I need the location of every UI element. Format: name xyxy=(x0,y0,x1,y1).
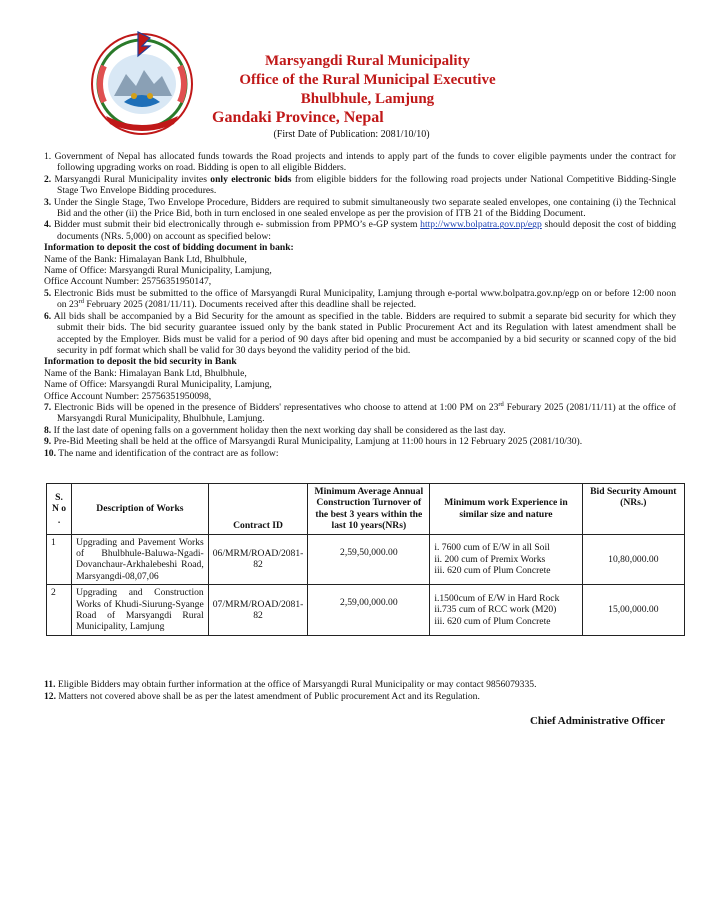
row-sno: 2 xyxy=(47,585,72,636)
notice-footer xyxy=(44,679,676,703)
row-bid-security: 10,80,000.00 xyxy=(582,534,684,585)
item-10: 10. The name and identification of the contract are as follow: xyxy=(44,447,279,459)
header-bid-security: Bid Security Amount (NRs.) xyxy=(582,484,684,535)
item-9: 9. Pre-Bid Meeting shall be held at the office of Marsyangdi Rural Municipality, Lamjung at 11:00 hours in 12 February 2025 (2081/10/30). xyxy=(44,436,583,448)
row-turnover: 2,59,00,000.00 xyxy=(308,585,430,636)
notice-body xyxy=(44,151,676,459)
account-number: Office Account Number: 25756351950147, xyxy=(44,276,212,288)
row-contract-id: 06/MRM/ROAD/2081-82 xyxy=(208,534,308,585)
item-3: 3. Under the Single Stage, Two Envelope Procedure, Bidders are required to submit simultaneously two separate sealed envelopes, one containing (i) the Technical Bid and the other (ii) the Price Bid, both in turn enclosed in one sealed envelope as per the provision of ITB 21 of the Bidding Document. xyxy=(44,196,676,220)
header-experience: Minimum work Experience in similar size and nature xyxy=(430,484,582,535)
row-description: Upgrading and Pavement Works of Bhulbhule-Baluwa-Ngadi-Dovanchaur-Arkhalebeshi Road, Marsyangdi-08,07,06 xyxy=(72,534,209,585)
item-2: 2. Marsyangdi Rural Municipality invites only electronic bids from eligible bidders for the following road projects under National Competitive Bidding-Single Stage Two Envelope Bidding procedures. xyxy=(44,173,677,197)
row-bid-security: 15,00,000.00 xyxy=(582,585,684,636)
item-7: 7. Electronic Bids will be opened in the presence of Bidders' representatives who choose to attend at 1:00 PM on 23rd Feburary 2025 (2081/11/11) at the office of Marsyangdi Rural Municipality, Bhulbhule, Lamjung. xyxy=(44,400,676,425)
row-description: Upgrading and Construction Works of Khudi-Siurung-Syange Road of Marsyangdi Rural Municipality, Lamjung xyxy=(72,585,209,636)
header-turnover: Minimum Average Annual Construction Turnover of the best 3 years within the last 10 years(NRs) xyxy=(308,484,430,535)
office-name: Name of Office: Marsyangdi Rural Municipality, Lamjung, xyxy=(44,379,272,391)
item-5: 5. Electronic Bids must be submitted to the office of Marsyangdi Rural Municipality, Lamjung through e-portal www.bolpatra.gov.np/egp on or before 12:00 noon on 23rd February 2025 (2081/11/11). Documents received after this deadline shall be rejected. xyxy=(44,287,676,311)
item-12: 12. Matters not covered above shall be as per the latest amendment of Public procurement Act and its Regulation. xyxy=(44,691,480,702)
office-name: Name of Office: Marsyangdi Rural Municipality, Lamjung, xyxy=(44,265,272,277)
egp-link[interactable]: http://www.bolpatra.gov.np/egp xyxy=(420,219,542,231)
office-title: Office of the Rural Municipal Executive xyxy=(239,72,496,88)
publication-date: (First Date of Publication: 2081/10/10) xyxy=(273,129,430,140)
row-experience: i. 7600 cum of E/W in all Soil ii. 200 cum of Premix Works iii. 620 cum of Plum Concrete xyxy=(430,534,582,585)
header-sno: S. N o . xyxy=(47,484,72,535)
bank-name: Name of the Bank: Himalayan Bank Ltd, Bhulbhule, xyxy=(44,253,247,265)
province-title: Gandaki Province, Nepal xyxy=(212,109,384,126)
table-row xyxy=(47,585,685,636)
table-row xyxy=(47,534,685,585)
bid-security-heading: Information to deposit the bid security in Bank xyxy=(44,356,237,368)
item-1: 1. Government of Nepal has allocated funds towards the Road projects and intends to apply part of the funds to cover eligible payments under the contract for following upgrading works on road. Bidding is open to all eligible Bidders. xyxy=(44,151,676,174)
row-experience: i.1500cum of E/W in Hard Rock ii.735 cum of RCC work (M20) iii. 620 cum of Plum Concrete xyxy=(430,585,582,636)
row-turnover: 2,59,50,000.00 xyxy=(308,534,430,585)
contract-table xyxy=(46,483,685,636)
item-11: 11. Eligible Bidders may obtain further information at the office of Marsyangdi Rural Municipality or may contact 9856079335. xyxy=(44,679,537,690)
account-number: Office Account Number: 25756351950098, xyxy=(44,390,212,402)
header-contract-id: Contract ID xyxy=(208,484,308,535)
electronic-bids-emphasis: only electronic bids xyxy=(210,173,292,185)
location-title: Bhulbhule, Lamjung xyxy=(300,91,435,107)
item-6: 6. All bids shall be accompanied by a Bid Security for the amount as specified in the table. Bidders are required to submit a separate bid security for which they submit their bids. The bid security guarantee issued only by the bank stated in Public Procurement Act and its Regulation with latest amendment shall be accepted by the Employer. Bids must be valid for a period of 90 days after bid opening and must be accompanied by a bid security or scanned copy of the bid security in pdf format which shall be valid for 30 days beyond the validity period of the bid. xyxy=(44,310,676,356)
row-contract-id: 07/MRM/ROAD/2081-82 xyxy=(208,585,308,636)
row-sno: 1 xyxy=(47,534,72,585)
bank-info-heading: Information to deposit the cost of bidding document in bank: xyxy=(44,242,294,254)
municipality-title: Marsyangdi Rural Municipality xyxy=(264,53,470,69)
item-8: 8. If the last date of opening falls on a government holiday then the next working day shall be considered as the last day. xyxy=(44,424,506,436)
table-header-row xyxy=(47,484,685,535)
bank-name: Name of the Bank: Himalayan Bank Ltd, Bhulbhule, xyxy=(44,367,247,379)
header-description: Description of Works xyxy=(72,484,209,535)
item-4: 4. Bidder must submit their bid electronically through e- submission from PPMO’s e-GP system http://www.bolpatra.gov.np/egp should deposit the cost of bidding documents (NRs. 5,000) on account as specified below: xyxy=(44,219,676,242)
signature-title: Chief Administrative Officer xyxy=(529,715,665,727)
